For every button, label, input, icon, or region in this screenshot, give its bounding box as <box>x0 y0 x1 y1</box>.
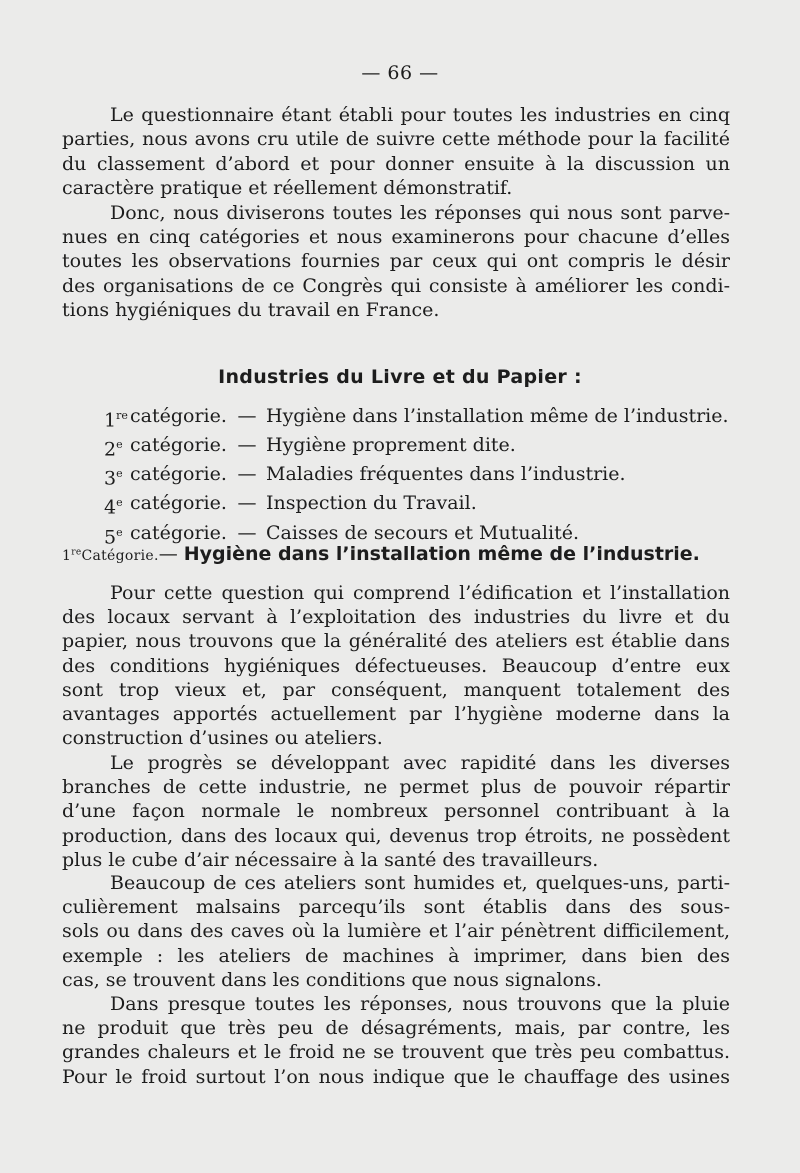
paragraph-line: Pour le froid surtout l’on nous indique que le chauffage des usines <box>62 1065 730 1088</box>
paragraph-line: des locaux servant à l’exploitation des industries du livre et du <box>62 606 730 629</box>
paragraph-line: avantages apportés actuellement par l’hygiène moderne dans la <box>62 703 730 726</box>
paragraph-line: des organisations de ce Congrès qui consiste à améliorer les condi- <box>62 274 730 297</box>
paragraph-line: Pour cette question qui comprend l’édification et l’installation <box>110 582 730 604</box>
category-dash: — <box>237 434 257 457</box>
category-dash: — <box>237 463 257 486</box>
paragraph-line: tions hygiéniques du travail en France. <box>62 299 440 322</box>
category-word: catégorie. <box>130 521 227 544</box>
category-ordinal: e <box>116 438 123 452</box>
category-title: Maladies fréquentes dans l’industrie. <box>266 463 626 486</box>
category-word: catégorie. <box>130 492 227 515</box>
category-heading-dash: — <box>158 543 178 565</box>
paragraph-line: plus le cube d’air nécessaire à la santé des travailleurs. <box>62 848 599 871</box>
paragraph-ateliers <box>62 871 730 992</box>
category-heading-number: 1 <box>62 548 72 564</box>
category-number: 3 <box>104 467 117 490</box>
category-heading-ordinal: re <box>71 547 82 558</box>
category-item <box>104 433 764 462</box>
category-dash: — <box>237 405 257 427</box>
category-number: 5 <box>104 525 117 548</box>
paragraph-line: toutes les observations fournies par ceux qui ont compris le désir <box>62 250 730 273</box>
category-word: catégorie. <box>130 405 227 427</box>
category-number: 4 <box>104 496 117 519</box>
category-item <box>104 462 764 491</box>
category-heading-label: Catégorie. <box>81 548 159 564</box>
category-ordinal: re <box>116 409 128 422</box>
paragraph-line: parties, nous avons cru utile de suivre cette méthode pour la facilité <box>62 128 730 151</box>
paragraph-edification <box>62 581 730 750</box>
paragraph-line: Le questionnaire étant établi pour toutes les industries en cinq <box>110 104 730 126</box>
paragraph-line: culièrement malsains parcequ’ils sont établis dans des sous- <box>62 896 730 919</box>
category-title: Caisses de secours et Mutualité. <box>266 521 579 544</box>
category-title: Hygiène dans l’installation même de l’industrie. <box>266 405 729 427</box>
paragraph-line: Le progrès se développant avec rapidité dans les diverses <box>110 752 730 774</box>
paragraph-line: branches de cette industrie, ne permet plus de pouvoir répartir <box>62 776 730 799</box>
paragraph-line: ne produit que très peu de désagréments, mais, par contre, les <box>62 1017 730 1040</box>
category-dash: — <box>237 521 257 544</box>
paragraph-line: sols ou dans des caves où la lumière et l’air pénètrent difficilement, <box>62 920 730 943</box>
paragraph-line: sont trop vieux et, par conséquent, manquent totalement des <box>62 678 730 701</box>
category-list <box>104 404 764 550</box>
paragraph-line: papier, nous trouvons que la généralité des ateliers est établie dans <box>62 630 730 653</box>
category-word: catégorie. <box>130 434 227 457</box>
paragraph-line: production, dans des locaux qui, devenus trop étroits, ne possèdent <box>62 824 730 847</box>
category-ordinal: e <box>116 467 123 481</box>
paragraph-line: d’une façon normale le nombreux personnel contribuant à la <box>62 800 730 823</box>
category-number: 2 <box>104 438 117 461</box>
paragraph-reponses <box>62 992 730 1089</box>
paragraph-line: Donc, nous diviserons toutes les réponses qui nous sont parve- <box>110 201 730 224</box>
paragraph-line: nues en cinq catégories et nous examinerons pour chacune d’elles <box>62 226 730 249</box>
category-ordinal: e <box>116 496 123 510</box>
category-dash: — <box>237 492 257 515</box>
category-title: Inspection du Travail. <box>266 492 477 515</box>
paragraph-line: Dans presque toutes les réponses, nous trouvons que la pluie <box>110 993 730 1015</box>
category-word: catégorie. <box>130 463 227 486</box>
paragraph-line: caractère pratique et réellement démonstratif. <box>62 177 513 200</box>
intro-paragraphs <box>62 103 730 323</box>
category-item <box>104 491 764 520</box>
category-heading <box>62 543 742 565</box>
category-title: Hygiène proprement dite. <box>266 434 516 457</box>
section-heading: Industries du Livre et du Papier : <box>218 366 582 388</box>
category-number: 1 <box>104 409 117 432</box>
paragraph-line: exemple : les ateliers de machines à imprimer, dans bien des <box>62 944 730 967</box>
category-item <box>104 404 764 433</box>
category-ordinal: e <box>116 525 123 539</box>
paragraph-line: des conditions hygiéniques défectueuses. Beaucoup d’entre eux <box>62 654 730 677</box>
category-heading-title: Hygiène dans l’installation même de l’industrie. <box>183 543 700 565</box>
paragraph-line: cas, se trouvent dans les conditions que nous signalons. <box>62 968 602 991</box>
paragraph-progres <box>62 751 730 872</box>
page-number: — 66 — <box>361 62 439 84</box>
paragraph-line: grandes chaleurs et le froid ne se trouvent que très peu combattus. <box>62 1041 730 1064</box>
paragraph-line: du classement d’abord et pour donner ensuite à la discussion un <box>62 152 730 175</box>
paragraph-line: Beaucoup de ces ateliers sont humides et, quelques-uns, parti- <box>110 872 730 894</box>
paragraph-line: construction d’usines ou ateliers. <box>62 727 383 750</box>
